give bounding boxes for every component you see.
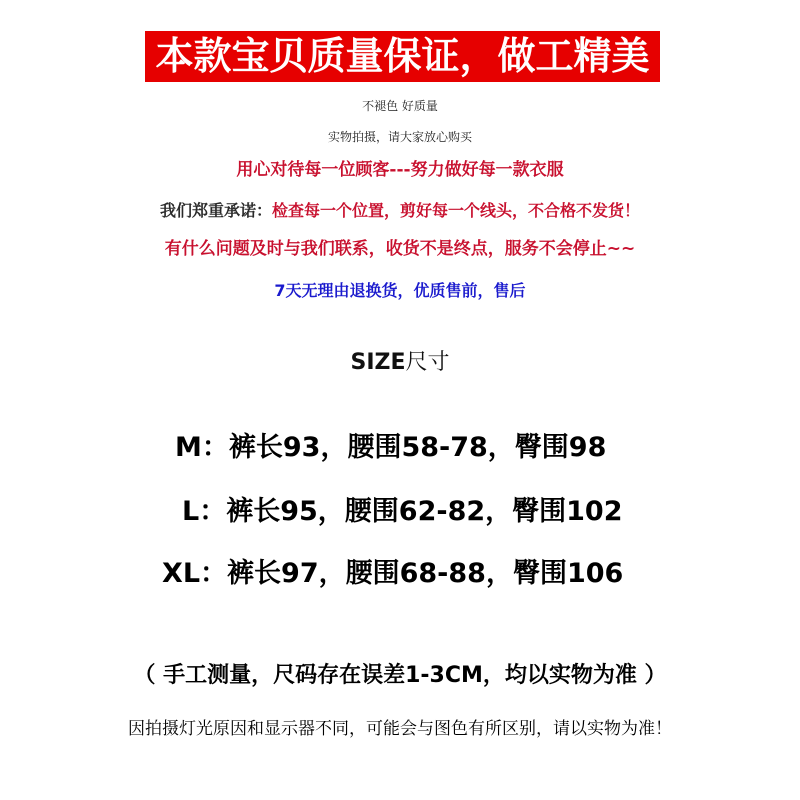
- promise-text: [0, 203, 800, 219]
- size-label: M：: [175, 432, 229, 463]
- no-fade-text: 不褪色 好质量: [362, 99, 438, 113]
- size-row-xl: [162, 560, 782, 587]
- color-disclaimer: 因拍摄灯光原因和显示器不同，可能会与图色有所区别，请以实物为准！: [128, 719, 672, 739]
- size-label: XL：: [162, 558, 228, 589]
- customer-care-text: 用心对待每一位顾客---努力做好每一款衣服: [236, 160, 564, 180]
- size-row-l: [182, 498, 782, 525]
- return-policy-text: 7天无理由退换货，优质售前，售后: [274, 281, 526, 300]
- size-label: L：: [182, 496, 227, 527]
- size-measurements: 裤长97，腰围68-88，臀围106: [227, 558, 624, 589]
- size-measurements: 裤长95，腰围62-82，臀围102: [226, 496, 623, 527]
- size-heading-cn: 尺寸: [405, 350, 450, 375]
- size-row-m: [175, 434, 775, 461]
- size-measurements: 裤长93，腰围58-78，臀围98: [228, 432, 607, 463]
- contact-us-text: 有什么问题及时与我们联系，收货不是终点，服务不会停止~~: [164, 239, 636, 259]
- quality-banner: 本款宝贝质量保证，做工精美: [145, 31, 660, 82]
- size-heading-latin: SIZE: [350, 350, 406, 375]
- real-photo-text: 实物拍摄，请大家放心购买: [327, 130, 472, 144]
- promise-prefix: 我们郑重承诺：: [159, 201, 272, 220]
- size-heading: [0, 352, 800, 374]
- measurement-note: （ 手工测量，尺码存在误差1-3CM，均以实物为准 ）: [133, 663, 667, 688]
- promise-body: 检查每一个位置，剪好每一个线头，不合格不发货！: [272, 201, 641, 220]
